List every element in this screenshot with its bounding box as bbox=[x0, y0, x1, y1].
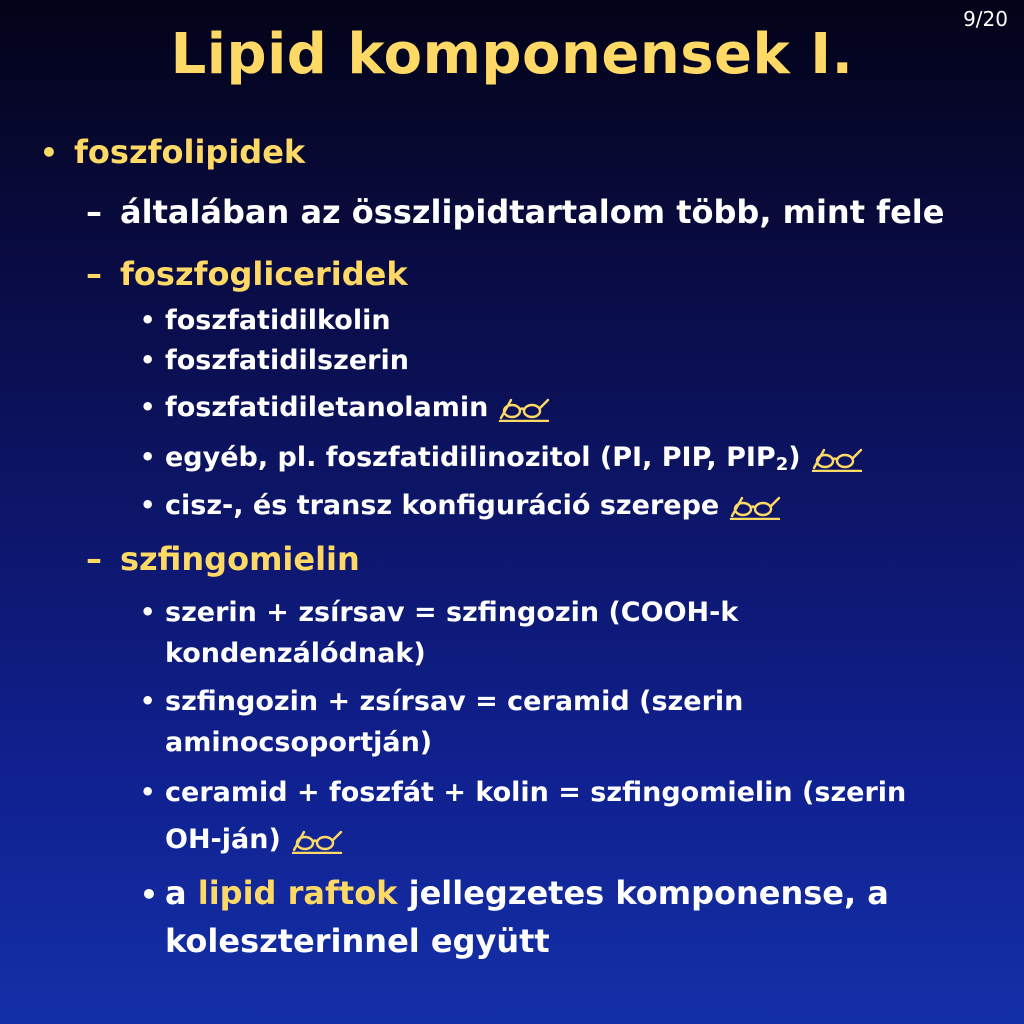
item-text: cisz-, és transz konfiguráció szerepe bbox=[165, 490, 720, 521]
dash-marker: – bbox=[86, 540, 102, 578]
item-ceramid-line2 bbox=[165, 824, 343, 855]
item-foszfatidilszerin: foszfatidilszerin bbox=[165, 345, 409, 376]
dash-marker: – bbox=[86, 193, 102, 231]
item-text: foszfatidiletanolamin bbox=[165, 392, 489, 423]
item-egyeb bbox=[165, 442, 863, 473]
item-text: OH-ján) bbox=[165, 824, 281, 855]
item-cisz bbox=[165, 490, 781, 521]
item-lipid-raft-line2: koleszterinnel együtt bbox=[165, 922, 550, 960]
item-ceramid-line1: ceramid + foszfát + kolin = szfingomielin (szerin bbox=[165, 777, 907, 808]
bullet-marker: • bbox=[140, 878, 158, 911]
item-foszfatidilkolin: foszfatidilkolin bbox=[165, 305, 391, 336]
subscript: 2 bbox=[775, 454, 789, 475]
glasses-icon[interactable] bbox=[729, 494, 781, 520]
bullet-marker: • bbox=[140, 778, 156, 806]
item-lipid-raft-line1 bbox=[165, 874, 889, 912]
glasses-icon[interactable] bbox=[811, 446, 863, 472]
bullet-marker: • bbox=[140, 306, 156, 334]
bullet-marker: • bbox=[140, 443, 156, 471]
item-text: egyéb, pl. foszfatidilinozitol (PI, PIP, PIP bbox=[165, 442, 776, 473]
item-text: ) bbox=[788, 442, 801, 473]
bullet-marker: • bbox=[40, 136, 58, 169]
bullet-marker: • bbox=[140, 491, 156, 519]
glasses-icon[interactable] bbox=[291, 828, 343, 854]
dash-marker: – bbox=[86, 255, 102, 293]
bullet-marker: • bbox=[140, 346, 156, 374]
item-osszlipid: általában az összlipidtartalom több, mint fele bbox=[120, 193, 945, 231]
lipid-raft-highlight: lipid raftok bbox=[197, 874, 398, 912]
item-szfingozin-line1: szfingozin + zsírsav = ceramid (szerin bbox=[165, 686, 744, 717]
item-szerin-zsirsav-line2: kondenzálódnak) bbox=[165, 638, 426, 669]
glasses-icon[interactable] bbox=[498, 396, 550, 422]
item-szerin-zsirsav-line1: szerin + zsírsav = szfingozin (COOH-k bbox=[165, 597, 739, 628]
bullet-foszfolipidek: foszfolipidek bbox=[74, 133, 306, 171]
slide-title: Lipid komponensek I. bbox=[170, 22, 854, 87]
item-text: jellegzetes komponense, a bbox=[408, 874, 889, 912]
page-number: 9/20 bbox=[963, 7, 1008, 31]
item-szfingomielin: szfingomielin bbox=[120, 540, 360, 578]
item-foszfatidiletanolamin bbox=[165, 392, 550, 423]
bullet-marker: • bbox=[140, 598, 156, 626]
item-text: a bbox=[165, 874, 187, 912]
item-szfingozin-line2: aminocsoportján) bbox=[165, 727, 433, 758]
bullet-marker: • bbox=[140, 687, 156, 715]
bullet-marker: • bbox=[140, 393, 156, 421]
item-foszfogliceridek: foszfogliceridek bbox=[120, 255, 408, 293]
